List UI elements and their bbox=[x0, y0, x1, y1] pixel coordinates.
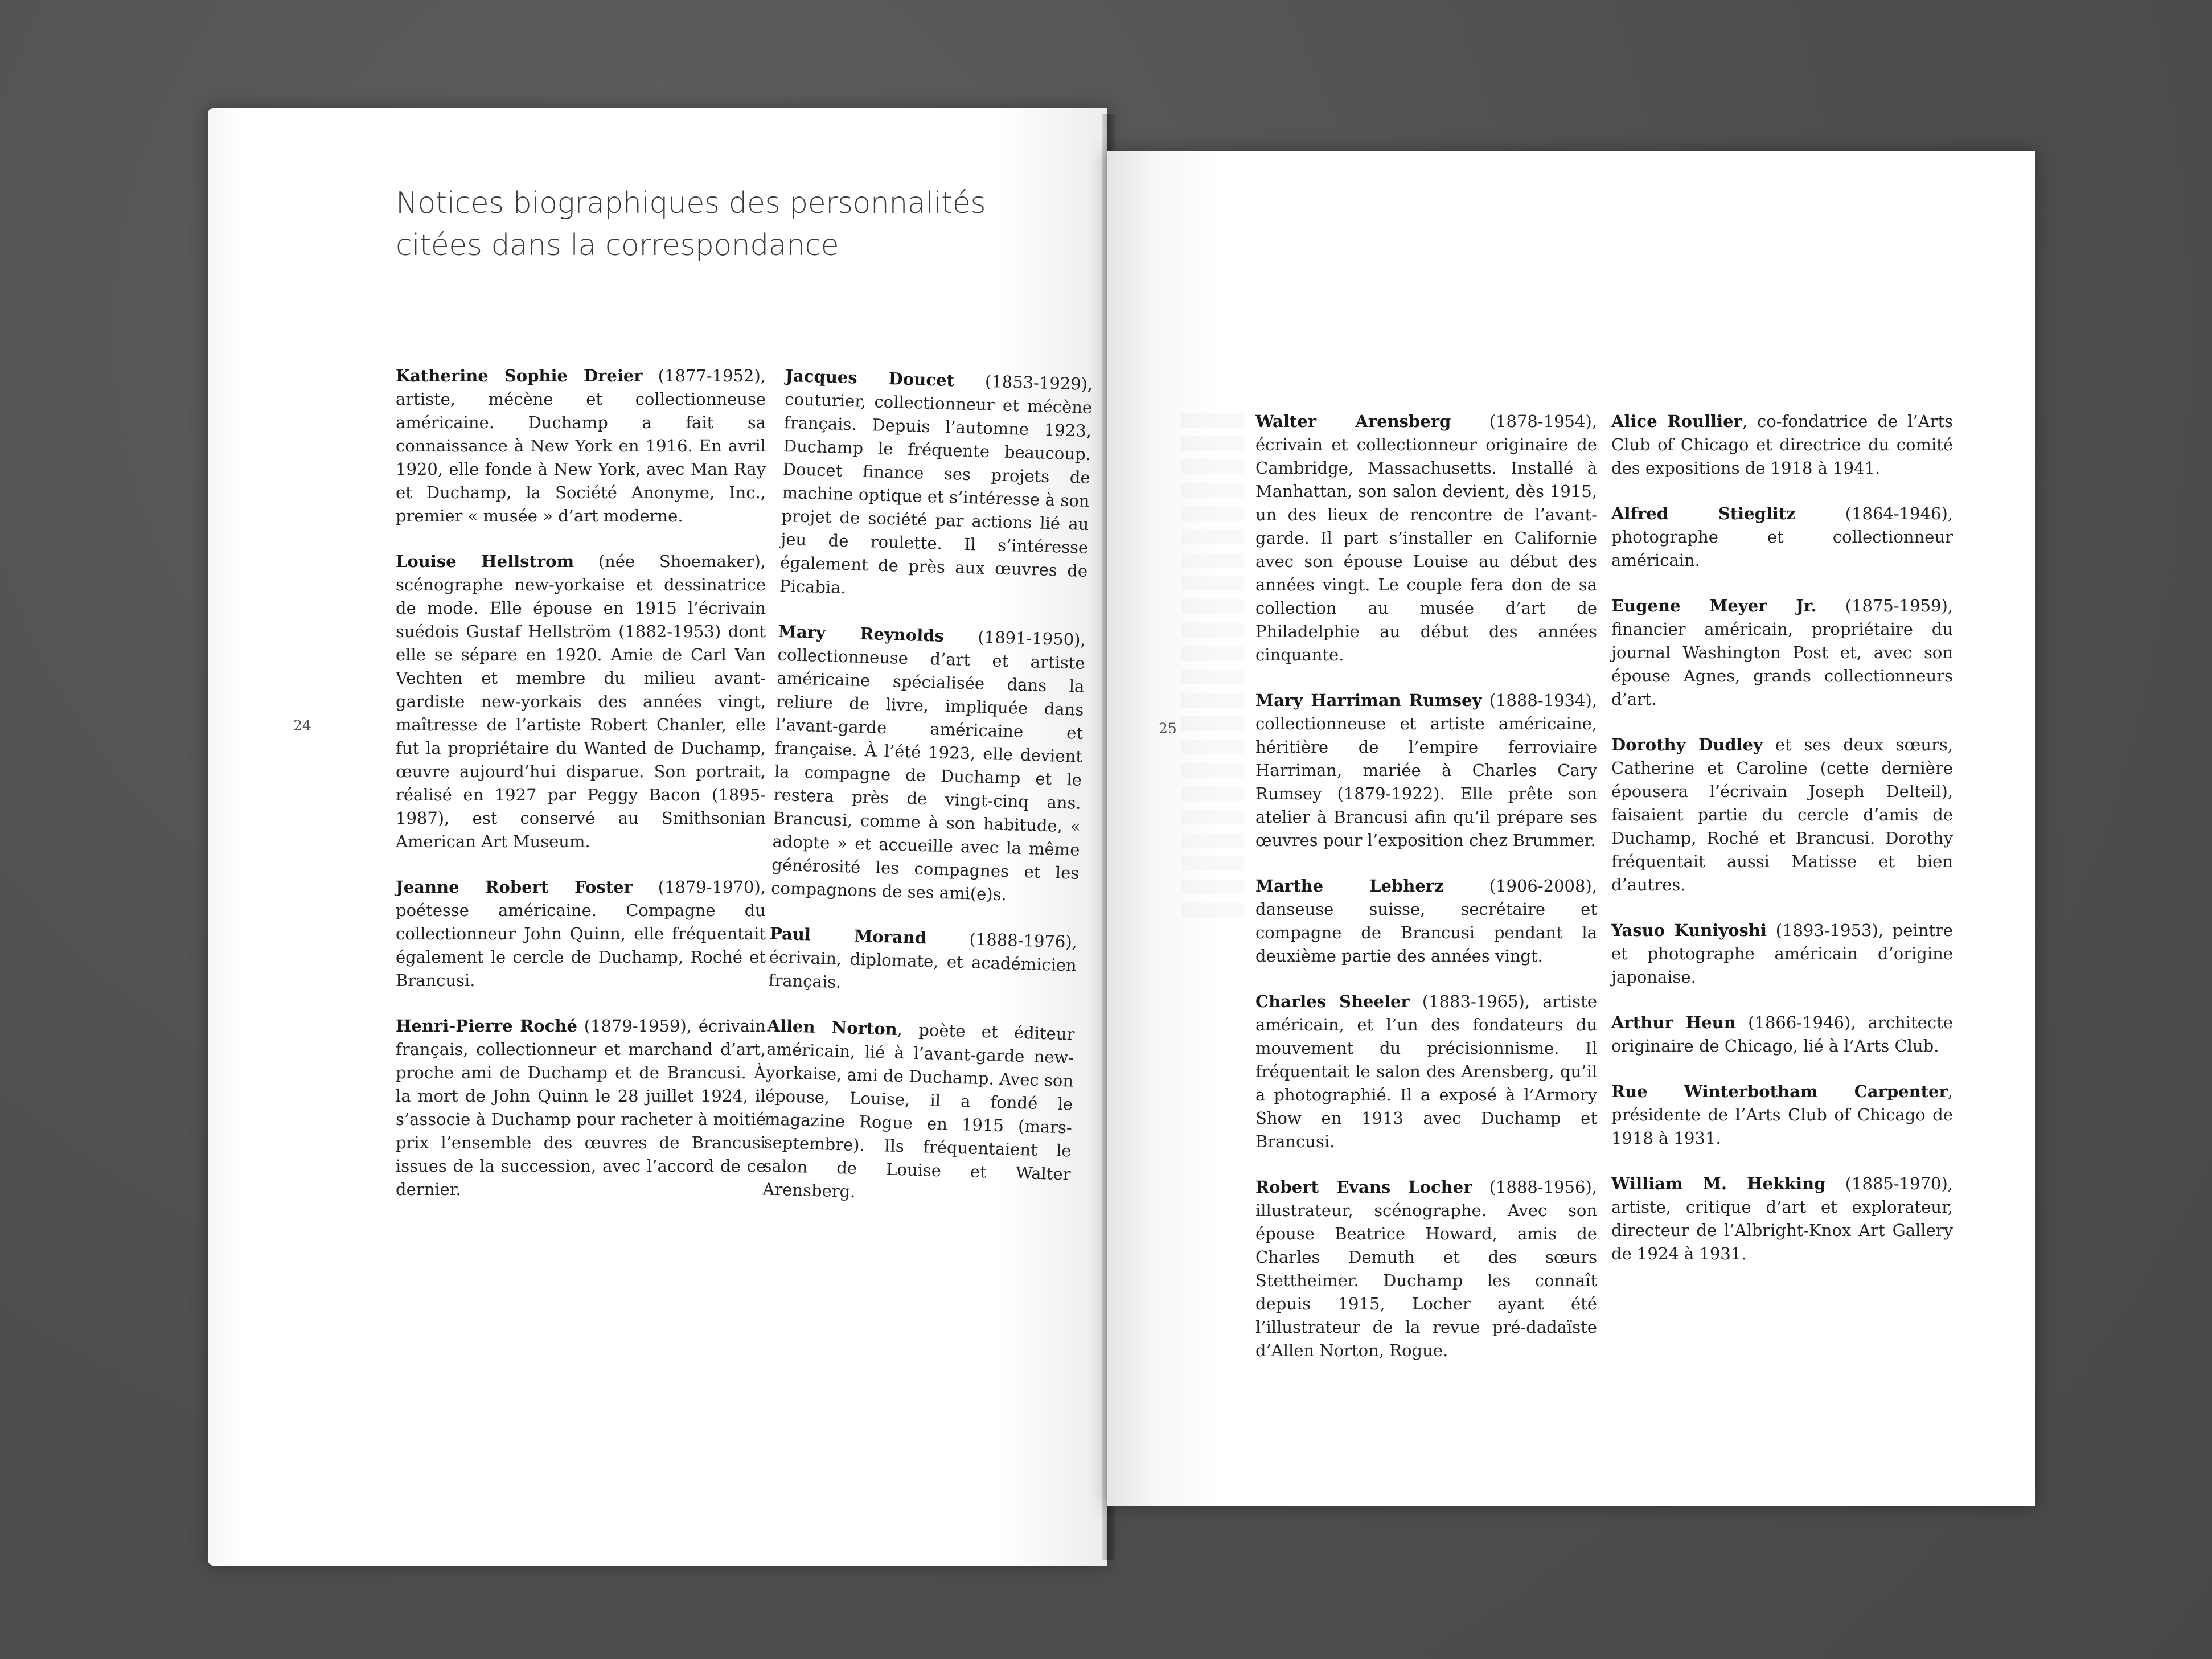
bio-name: Robert Evans Locher bbox=[1255, 1177, 1472, 1197]
bio-entry bbox=[1255, 1176, 1597, 1362]
page-title bbox=[396, 182, 1050, 266]
bio-text: (1877-1952), artiste, mécène et collectionneuse américaine. Duchamp a fait sa connaissance à New York en 1916. En avril 1920, elle fonde à New York, avec Man Ray et Duchamp, la Société Anonyme, Inc., premier « musée » d’art moderne. bbox=[396, 366, 766, 525]
bio-text: (1906-2008), danseuse suisse, secrétaire et compagne de Brancusi pendant la deuxième partie des années vingt. bbox=[1255, 876, 1597, 966]
bio-name: Jeanne Robert Foster bbox=[396, 877, 633, 897]
page-number-left: 24 bbox=[293, 717, 311, 734]
bio-name: Charles Sheeler bbox=[1255, 992, 1410, 1011]
bio-text: (1879-1959), écrivain français, collectionneur et marchand d’art, proche ami de Duchamp et de Brancusi. À la mort de John Quinn le 28 juillet 1924, il s’associe à Duchamp pour racheter à moitié prix l’ensemble des œuvres de Brancusi issues de la succession, avec l’accord de ce dernier. bbox=[396, 1016, 766, 1199]
bio-text: (1853-1929), couturier, collectionneur et mécène français. Depuis l’automne 1923, Duchamp le fréquente beaucoup. Doucet finance ses projets de machine optique et s’intéresse à son projet de société par actions lié au jeu de roulette. Il s’intéresse également de près aux œuvres de Picabia. bbox=[779, 371, 1093, 598]
bio-text: , poète et éditeur américain, lié à l’avant-garde new-yorkaise, ami de Duchamp. Avec son épouse, Louise, il a fondé le magazine Rogue en 1915 (mars-septembre). Ils fréquentaient le salon de Louise et Walter Arensberg. bbox=[762, 1019, 1075, 1201]
bio-name: Yasuo Kuniyoshi bbox=[1611, 921, 1767, 940]
bio-entry bbox=[396, 364, 766, 528]
bio-text: (1883-1965), artiste américain, et l’un des fondateurs du mouvement du précisionnisme. Il fréquentait le salon des Arensberg, qu’il a photographié. Il a exposé à l’Armory Show en 1913 avec Duchamp et Brancusi. bbox=[1255, 992, 1597, 1151]
bio-entry bbox=[1611, 410, 1953, 480]
bio-entry bbox=[1255, 689, 1597, 852]
bio-entry bbox=[1255, 410, 1597, 667]
bio-text: (1878-1954), écrivain et collectionneur originaire de Cambridge, Massachusetts. Installé à Manhattan, son salon devient, dès 1915, un des lieux de rencontre de l’avant-garde. Il part s’installer en Californie avec son épouse Louise au début des années vingt. Le couple fera don de sa collection au musée d’art de Philadelphie au début des années cinquante. bbox=[1255, 412, 1597, 664]
right-page bbox=[1107, 151, 2035, 1506]
bio-name: Mary Harriman Rumsey bbox=[1255, 691, 1482, 710]
bio-text: (1893-1953), peintre et photographe américain d’origine japonaise. bbox=[1611, 921, 1954, 987]
bio-text: (1891-1950), collectionneuse d’art et artiste américaine spécialisée dans la reliure de livre, impliquée dans l’avant-garde américaine et française. À l’été 1923, elle devient la compagne de Duchamp et le restera près de vingt-cinq ans. Brancusi, comme à son habitude, « adopte » et accueille avec la même générosité les compagnes et les compagnons de ses ami(e)s. bbox=[770, 626, 1086, 905]
bio-name: Dorothy Dudley bbox=[1611, 735, 1763, 754]
page-number-right: 25 bbox=[1159, 720, 1177, 737]
bio-entry bbox=[771, 620, 1086, 909]
bio-name: Henri-Pierre Roché bbox=[396, 1016, 577, 1036]
title-line-1: Notices biographiques des personnalités bbox=[396, 186, 986, 220]
bio-text: (1888-1956), illustrateur, scénographe. Avec son épouse Beatrice Howard, amis de Charles Demuth et des sœurs Stettheimer. Duchamp les connaît depuis 1915, Locher ayant été l’illustrateur de la revue pré-dadaïste d’Allen Norton, Rogue. bbox=[1255, 1177, 1597, 1360]
bio-name: Arthur Heun bbox=[1611, 1013, 1736, 1032]
bio-name: Jacques Doucet bbox=[785, 366, 955, 391]
left-page bbox=[208, 108, 1107, 1566]
bio-name: William M. Hekking bbox=[1611, 1174, 1826, 1193]
bio-name: Mary Reynolds bbox=[778, 621, 945, 646]
bio-entry bbox=[762, 1015, 1075, 1210]
bio-entry bbox=[396, 876, 766, 992]
right-column-2 bbox=[1611, 410, 1953, 1288]
bio-entry bbox=[768, 922, 1077, 1001]
bio-name: Walter Arensberg bbox=[1255, 412, 1451, 431]
bio-entry bbox=[1611, 1080, 1953, 1150]
bio-name: Paul Morand bbox=[769, 923, 927, 948]
bio-text: (née Shoemaker), scénographe new-yorkaise et dessinatrice de mode. Elle épouse en 1915 l’écrivain suédois Gustaf Hellström (1882-1953) dont elle se sépare en 1920. Amie de Carl Van Vechten et membre du milieu avant-gardiste new-yorkais des années vingt, maîtresse de l’artiste Robert Chanler, elle fut la propriétaire du Wanted de Duchamp, œuvre aujourd’hui disparue. Son portrait, réalisé en 1927 par Peggy Bacon (1895-1987), est conservé au Smithsonian American Art Museum. bbox=[396, 552, 766, 851]
bio-entry bbox=[1611, 733, 1953, 897]
bio-entry bbox=[1611, 594, 1953, 711]
title-line-2: citées dans la correspondance bbox=[396, 228, 839, 262]
bio-name: Louise Hellstrom bbox=[396, 552, 574, 571]
bio-name: Allen Norton bbox=[767, 1016, 898, 1039]
bio-text: (1879-1970), poétesse américaine. Compagne du collectionneur John Quinn, elle fréquentait également le cercle de Duchamp, Roché et Brancusi. bbox=[396, 877, 766, 990]
right-column-1 bbox=[1255, 410, 1597, 1385]
bio-text: , co-fondatrice de l’Arts Club of Chicago et directrice du comité des expositions de 1918 à 1941. bbox=[1611, 412, 1954, 478]
left-column-1 bbox=[396, 364, 766, 1223]
bio-text: et ses deux sœurs, Catherine et Caroline (cette dernière épousera l’écrivain Joseph Delteil), faisaient partie du cercle d’amis de Duchamp, Roché et Brancusi. Dorothy fréquentait aussi Matisse et bien d’autres. bbox=[1611, 735, 1953, 894]
bio-entry bbox=[396, 1015, 766, 1201]
bio-text: , présidente de l’Arts Club of Chicago de 1918 à 1931. bbox=[1611, 1082, 1953, 1148]
bio-entry bbox=[1611, 502, 1953, 572]
bio-entry bbox=[779, 364, 1093, 606]
bio-name: Rue Winterbotham Carpenter bbox=[1611, 1082, 1948, 1101]
bio-entry bbox=[396, 550, 766, 853]
show-through-text bbox=[1181, 413, 1244, 925]
bio-name: Marthe Lebherz bbox=[1255, 876, 1444, 896]
bio-text: (1888-1934), collectionneuse et artiste américaine, héritière de l’empire ferroviaire Harriman, mariée à Charles Cary Rumsey (1879-1922). Elle prête son atelier à Brancusi afin qu’il prépare ses œuvres pour l’exposition chez Brummer. bbox=[1255, 691, 1597, 850]
bio-name: Alice Roullier bbox=[1611, 412, 1742, 431]
left-column-2 bbox=[762, 364, 1093, 1231]
bio-entry bbox=[1611, 1011, 1953, 1058]
bio-text: (1885-1970), artiste, critique d’art et explorateur, directeur de l’Albright-Knox Art Gallery de 1924 à 1931. bbox=[1611, 1174, 1954, 1263]
bio-text: (1875-1959), financier américain, propriétaire du journal Washington Post et, avec son épouse Agnes, grands collectionneurs d’art. bbox=[1611, 596, 1954, 709]
bio-text: (1866-1946), architecte originaire de Chicago, lié à l’Arts Club. bbox=[1611, 1013, 1953, 1056]
bio-entry bbox=[1611, 1172, 1953, 1266]
bio-entry bbox=[1611, 919, 1953, 989]
bio-name: Alfred Stieglitz bbox=[1611, 504, 1796, 523]
bio-entry bbox=[1255, 990, 1597, 1153]
bio-text: (1864-1946), photographe et collectionneur américain. bbox=[1611, 504, 1954, 570]
bio-entry bbox=[1255, 874, 1597, 968]
bio-text: (1888-1976), écrivain, diplomate, et académicien français. bbox=[768, 928, 1078, 992]
bio-name: Katherine Sophie Dreier bbox=[396, 366, 643, 385]
bio-name: Eugene Meyer Jr. bbox=[1611, 596, 1817, 615]
